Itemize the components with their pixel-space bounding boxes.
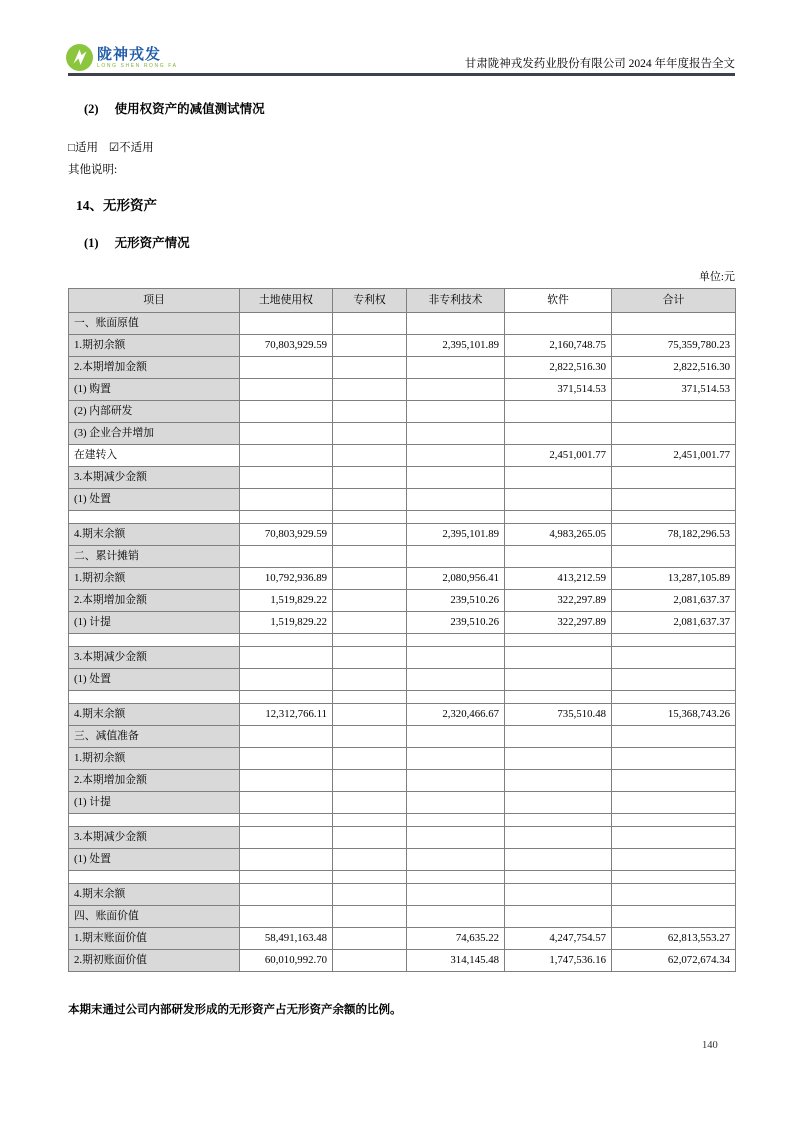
company-logo-cn-text: 陇神戎发 [97, 45, 162, 63]
value-cell [407, 467, 505, 489]
table-row [69, 568, 736, 590]
value-cell [612, 748, 736, 770]
value-cell [407, 357, 505, 379]
row-label-cell: 2.本期增加金额 [69, 357, 240, 379]
value-cell [240, 827, 333, 849]
value-cell [333, 770, 407, 792]
value-cell [407, 423, 505, 445]
value-cell [612, 401, 736, 423]
table-row [69, 379, 736, 401]
row-label-cell: 1.期末账面价值 [69, 928, 240, 950]
value-cell [407, 827, 505, 849]
value-cell [240, 884, 333, 906]
row-label-cell [69, 634, 240, 647]
value-cell [505, 489, 612, 511]
unit-label: 单位:元 [698, 271, 735, 283]
table-row [69, 357, 736, 379]
value-cell [612, 906, 736, 928]
value-cell [240, 423, 333, 445]
table-row [69, 647, 736, 669]
value-cell [333, 827, 407, 849]
row-label-cell: 3.本期减少金额 [69, 647, 240, 669]
value-cell [612, 726, 736, 748]
value-cell [240, 792, 333, 814]
value-cell [333, 906, 407, 928]
value-cell [333, 950, 407, 972]
value-cell [505, 546, 612, 568]
company-logo-en-text: LONG SHEN RONG FA [97, 62, 178, 69]
value-cell [240, 379, 333, 401]
value-cell [505, 401, 612, 423]
value-cell: 74,635.22 [407, 928, 505, 950]
value-cell [333, 634, 407, 647]
table-row [69, 814, 736, 827]
value-cell: 1,519,829.22 [240, 590, 333, 612]
value-cell: 2,451,001.77 [505, 445, 612, 467]
row-label-cell: 3.本期减少金额 [69, 827, 240, 849]
value-cell [612, 634, 736, 647]
value-cell [407, 669, 505, 691]
value-cell: 58,491,163.48 [240, 928, 333, 950]
row-label-cell: (1) 处置 [69, 669, 240, 691]
value-cell: 322,297.89 [505, 612, 612, 634]
value-cell [333, 748, 407, 770]
table-row [69, 511, 736, 524]
row-label-cell [69, 511, 240, 524]
row-label-cell: 三、减值准备 [69, 726, 240, 748]
section-intangible-sub-title [84, 233, 190, 251]
value-cell [505, 849, 612, 871]
table-row [69, 726, 736, 748]
table-row [69, 612, 736, 634]
value-cell [240, 849, 333, 871]
value-cell [240, 647, 333, 669]
value-cell [333, 814, 407, 827]
row-label-cell: 1.期初余额 [69, 335, 240, 357]
value-cell [407, 871, 505, 884]
row-label-cell: (2) 内部研发 [69, 401, 240, 423]
value-cell [333, 467, 407, 489]
row-label-cell: (1) 计提 [69, 792, 240, 814]
value-cell [333, 704, 407, 726]
value-cell [240, 871, 333, 884]
value-cell: 62,813,553.27 [612, 928, 736, 950]
value-cell [505, 423, 612, 445]
value-cell [240, 691, 333, 704]
value-cell [505, 634, 612, 647]
value-cell [333, 792, 407, 814]
value-cell [333, 357, 407, 379]
value-cell: 4,247,754.57 [505, 928, 612, 950]
value-cell [505, 748, 612, 770]
value-cell [612, 827, 736, 849]
row-label-cell: 二、累计摊销 [69, 546, 240, 568]
table-row [69, 950, 736, 972]
row-label-cell: 4.期末余额 [69, 524, 240, 546]
table-row [69, 335, 736, 357]
table-row [69, 489, 736, 511]
value-cell: 2,395,101.89 [407, 335, 505, 357]
value-cell [333, 849, 407, 871]
value-cell: 735,510.48 [505, 704, 612, 726]
intangible-assets-table [68, 288, 736, 972]
table-footnote: 本期末通过公司内部研发形成的无形资产占无形资产余额的比例。 [68, 1004, 402, 1016]
value-cell [240, 357, 333, 379]
value-cell [240, 906, 333, 928]
value-cell: 1,519,829.22 [240, 612, 333, 634]
column-header: 项目 [69, 289, 240, 313]
row-label-cell: 4.期末余额 [69, 884, 240, 906]
row-label-cell [69, 691, 240, 704]
value-cell [333, 884, 407, 906]
value-cell [612, 423, 736, 445]
table-row [69, 401, 736, 423]
applicability-line [68, 139, 162, 155]
table-row [69, 704, 736, 726]
value-cell: 2,395,101.89 [407, 524, 505, 546]
value-cell: 12,312,766.11 [240, 704, 333, 726]
value-cell [612, 546, 736, 568]
section-number: (2) [84, 102, 99, 116]
page-number: 140 [702, 1040, 718, 1051]
document-title: 甘肃陇神戎发药业股份有限公司 2024 年年度报告全文 [464, 58, 735, 70]
value-cell: 4,983,265.05 [505, 524, 612, 546]
value-cell [333, 511, 407, 524]
value-cell [407, 489, 505, 511]
row-label-cell: 1.期初余额 [69, 568, 240, 590]
value-cell [407, 401, 505, 423]
value-cell [333, 568, 407, 590]
sub-section-title-text: 无形资产情况 [114, 236, 190, 250]
value-cell: 371,514.53 [505, 379, 612, 401]
column-header: 软件 [505, 289, 612, 313]
value-cell [505, 814, 612, 827]
row-label-cell: 4.期末余额 [69, 704, 240, 726]
row-label-cell [69, 814, 240, 827]
company-logo [66, 44, 178, 71]
column-header: 土地使用权 [240, 289, 333, 313]
value-cell: 70,803,929.59 [240, 335, 333, 357]
value-cell [612, 647, 736, 669]
table-row [69, 827, 736, 849]
value-cell [612, 792, 736, 814]
value-cell [505, 511, 612, 524]
value-cell [333, 691, 407, 704]
value-cell: 13,287,105.89 [612, 568, 736, 590]
value-cell [505, 792, 612, 814]
table-row [69, 634, 736, 647]
value-cell [333, 335, 407, 357]
value-cell [612, 467, 736, 489]
table-row [69, 928, 736, 950]
value-cell: 239,510.26 [407, 590, 505, 612]
value-cell [333, 928, 407, 950]
column-header: 非专利技术 [407, 289, 505, 313]
row-label-cell: 3.本期减少金额 [69, 467, 240, 489]
value-cell [333, 669, 407, 691]
row-label-cell: 2.本期增加金额 [69, 770, 240, 792]
row-label-cell: 2.期初账面价值 [69, 950, 240, 972]
value-cell: 2,160,748.75 [505, 335, 612, 357]
value-cell [612, 691, 736, 704]
value-cell [612, 814, 736, 827]
value-cell: 75,359,780.23 [612, 335, 736, 357]
value-cell [240, 511, 333, 524]
value-cell [505, 467, 612, 489]
section-intangible-heading: 14、无形资产 [76, 198, 157, 213]
value-cell: 2,451,001.77 [612, 445, 736, 467]
table-header-row [69, 289, 736, 313]
value-cell [505, 770, 612, 792]
value-cell [505, 906, 612, 928]
value-cell [612, 313, 736, 335]
table-row [69, 445, 736, 467]
column-header: 专利权 [333, 289, 407, 313]
row-label-cell: 1.期初余额 [69, 748, 240, 770]
value-cell: 10,792,936.89 [240, 568, 333, 590]
value-cell [333, 546, 407, 568]
value-cell [612, 770, 736, 792]
value-cell [240, 669, 333, 691]
value-cell [240, 467, 333, 489]
value-cell [407, 770, 505, 792]
value-cell [612, 871, 736, 884]
value-cell [407, 379, 505, 401]
table-row [69, 849, 736, 871]
row-label-cell: (1) 处置 [69, 849, 240, 871]
value-cell [333, 401, 407, 423]
value-cell [407, 445, 505, 467]
value-cell [333, 313, 407, 335]
value-cell [240, 445, 333, 467]
value-cell: 2,320,466.67 [407, 704, 505, 726]
table-row [69, 590, 736, 612]
table-row [69, 748, 736, 770]
value-cell [612, 884, 736, 906]
value-cell: 2,822,516.30 [505, 357, 612, 379]
value-cell [407, 906, 505, 928]
other-note-label: 其他说明: [68, 164, 118, 176]
value-cell: 314,145.48 [407, 950, 505, 972]
table-header [69, 289, 736, 313]
value-cell: 60,010,992.70 [240, 950, 333, 972]
value-cell: 1,747,536.16 [505, 950, 612, 972]
value-cell [240, 313, 333, 335]
value-cell [407, 726, 505, 748]
value-cell [505, 871, 612, 884]
value-cell [505, 313, 612, 335]
value-cell: 371,514.53 [612, 379, 736, 401]
value-cell [240, 748, 333, 770]
table-row [69, 546, 736, 568]
value-cell: 15,368,743.26 [612, 704, 736, 726]
value-cell [333, 379, 407, 401]
value-cell [505, 669, 612, 691]
value-cell [407, 691, 505, 704]
row-label-cell: (1) 购置 [69, 379, 240, 401]
value-cell [505, 884, 612, 906]
value-cell [333, 423, 407, 445]
section-right-of-use-title [84, 99, 265, 117]
value-cell [505, 827, 612, 849]
value-cell [407, 313, 505, 335]
table-body [69, 313, 736, 972]
value-cell [407, 884, 505, 906]
value-cell [333, 489, 407, 511]
row-label-cell [69, 871, 240, 884]
value-cell [333, 647, 407, 669]
value-cell [407, 849, 505, 871]
table-row [69, 691, 736, 704]
value-cell [407, 792, 505, 814]
value-cell: 2,080,956.41 [407, 568, 505, 590]
value-cell: 70,803,929.59 [240, 524, 333, 546]
value-cell [612, 849, 736, 871]
table-row [69, 524, 736, 546]
value-cell: 2,081,637.37 [612, 612, 736, 634]
value-cell [407, 634, 505, 647]
value-cell [333, 726, 407, 748]
table-row [69, 770, 736, 792]
value-cell [407, 748, 505, 770]
header-divider [68, 73, 735, 76]
value-cell: 239,510.26 [407, 612, 505, 634]
value-cell [407, 647, 505, 669]
value-cell [333, 590, 407, 612]
value-cell: 62,072,674.34 [612, 950, 736, 972]
table-row [69, 792, 736, 814]
section-title-text: 使用权资产的减值测试情况 [114, 102, 265, 116]
row-label-cell: 在建转入 [69, 445, 240, 467]
row-label-cell: 2.本期增加金额 [69, 590, 240, 612]
value-cell [612, 511, 736, 524]
value-cell [612, 489, 736, 511]
value-cell [240, 634, 333, 647]
sub-section-number: (1) [84, 236, 99, 250]
value-cell [407, 546, 505, 568]
table-row [69, 423, 736, 445]
value-cell: 2,822,516.30 [612, 357, 736, 379]
value-cell [612, 669, 736, 691]
value-cell: 2,081,637.37 [612, 590, 736, 612]
table-row [69, 884, 736, 906]
value-cell [333, 524, 407, 546]
value-cell [505, 647, 612, 669]
table-row [69, 669, 736, 691]
row-label-cell: (1) 计提 [69, 612, 240, 634]
table-row [69, 906, 736, 928]
value-cell [333, 871, 407, 884]
value-cell: 413,212.59 [505, 568, 612, 590]
value-cell [240, 489, 333, 511]
value-cell [333, 445, 407, 467]
value-cell [407, 511, 505, 524]
company-logo-icon [66, 44, 93, 71]
value-cell [240, 401, 333, 423]
value-cell: 78,182,296.53 [612, 524, 736, 546]
value-cell [240, 814, 333, 827]
table-row [69, 313, 736, 335]
value-cell [505, 726, 612, 748]
row-label-cell: 一、账面原值 [69, 313, 240, 335]
value-cell [407, 814, 505, 827]
checkbox-not-applicable: ☑不适用 [108, 142, 154, 154]
value-cell [240, 546, 333, 568]
value-cell [333, 612, 407, 634]
row-label-cell: (3) 企业合并增加 [69, 423, 240, 445]
column-header: 合计 [612, 289, 736, 313]
table-row [69, 467, 736, 489]
value-cell [505, 691, 612, 704]
value-cell: 322,297.89 [505, 590, 612, 612]
value-cell [240, 770, 333, 792]
row-label-cell: 四、账面价值 [69, 906, 240, 928]
row-label-cell: (1) 处置 [69, 489, 240, 511]
checkbox-applicable: □适用 [68, 142, 98, 154]
value-cell [240, 726, 333, 748]
table-row [69, 871, 736, 884]
